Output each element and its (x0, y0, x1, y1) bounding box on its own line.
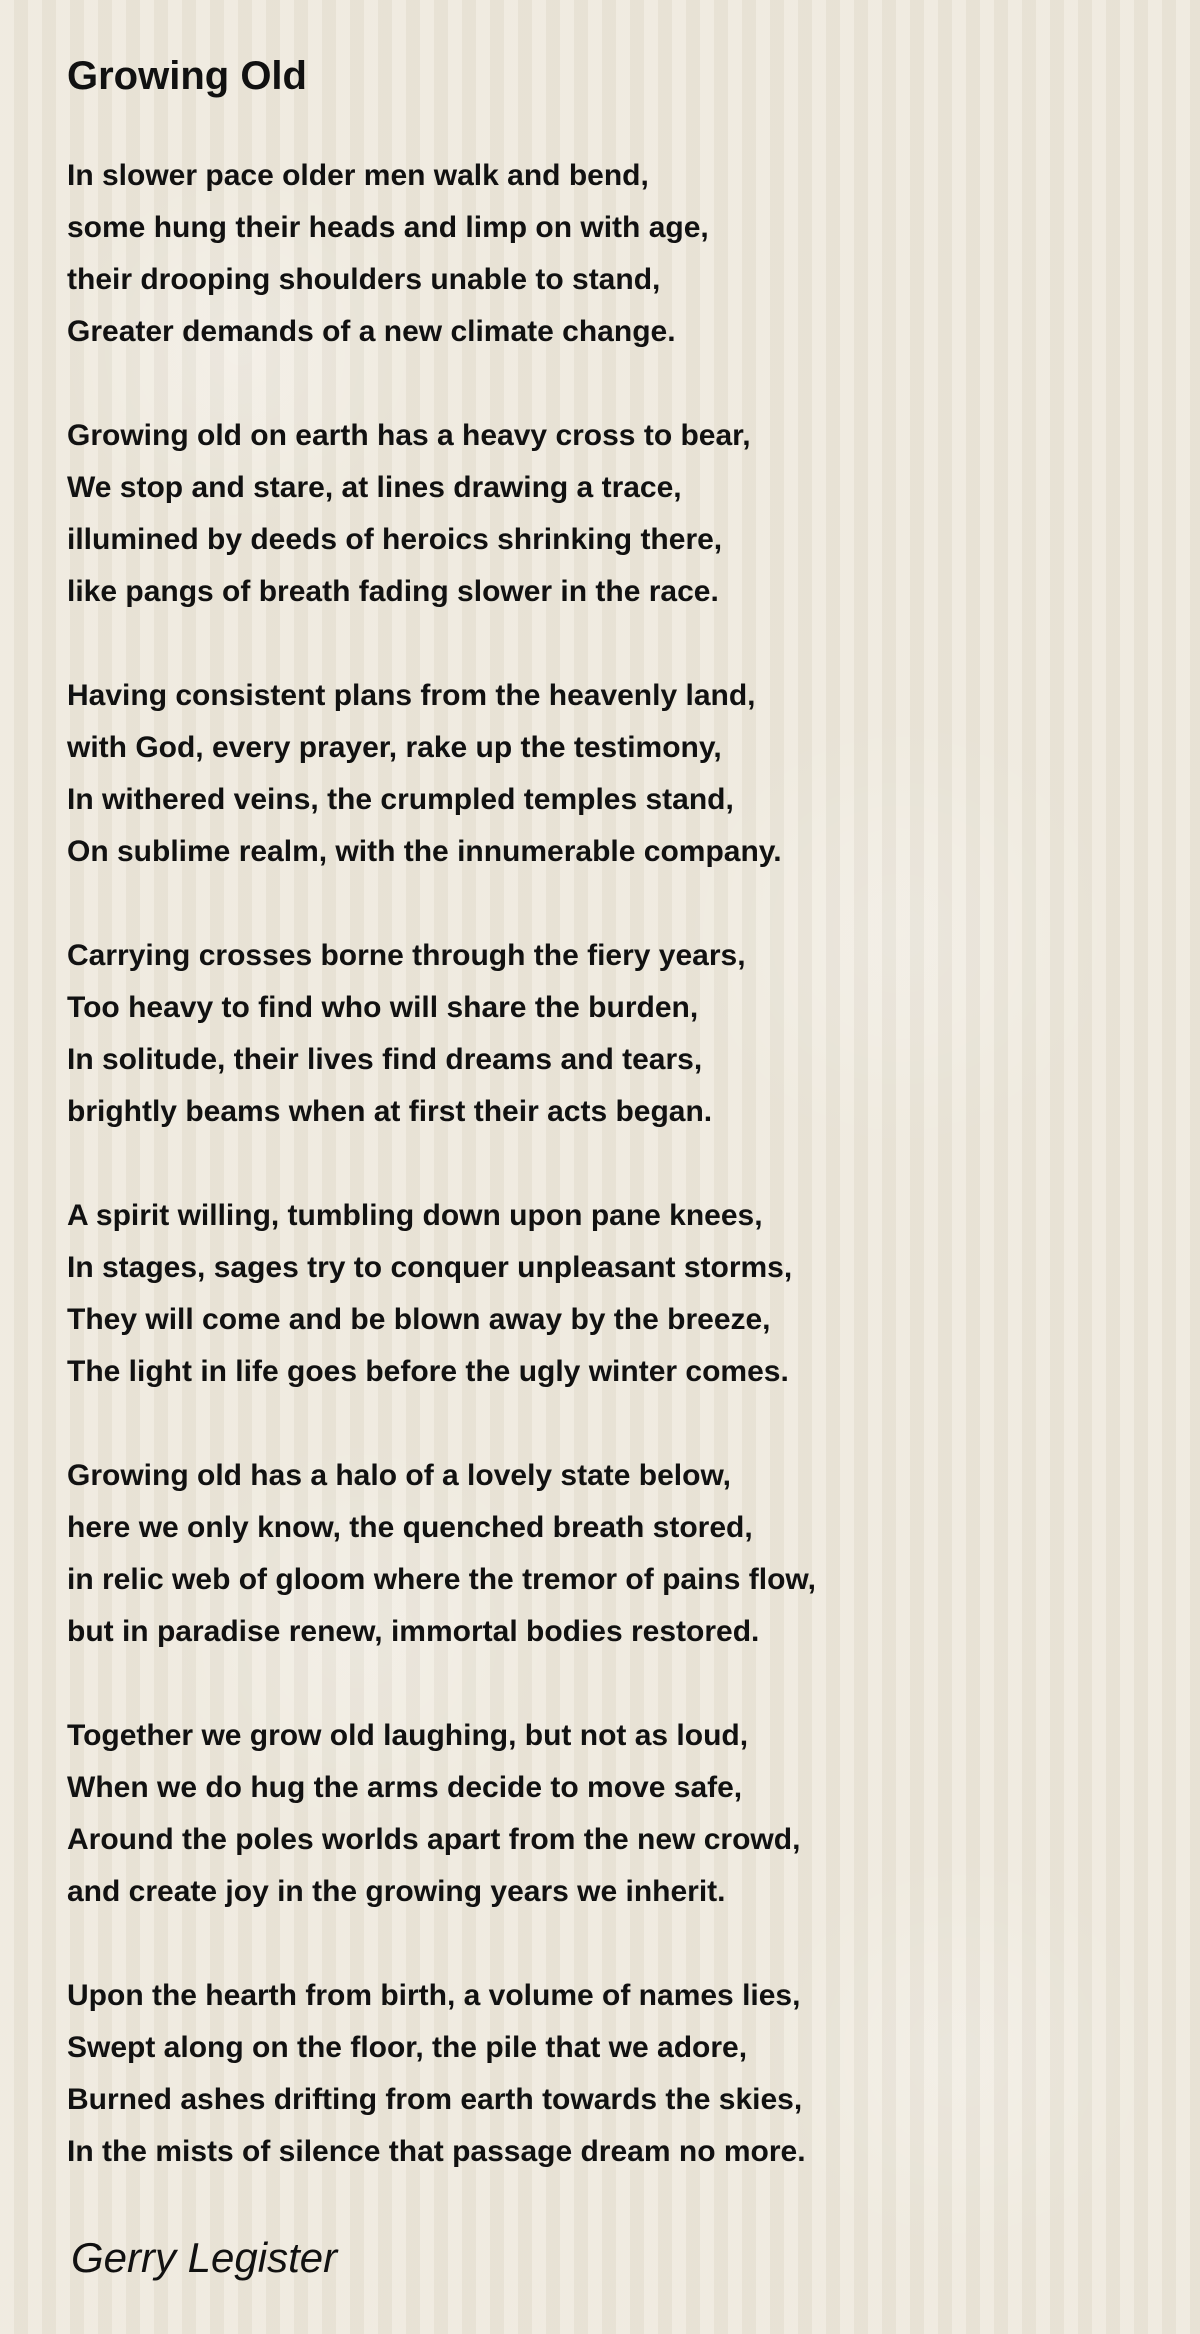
stanza-6 (67, 1450, 1147, 1658)
poem-title: Growing Old (67, 54, 307, 98)
poem-line: The light in life goes before the ugly winter comes. (67, 1355, 789, 1388)
poem-line: and create joy in the growing years we inherit. (67, 1875, 726, 1908)
poem-line: Too heavy to find who will share the burden, (67, 991, 699, 1024)
poem-body (67, 150, 1147, 2230)
stanza-1 (67, 150, 1147, 358)
poem-line: In slower pace older men walk and bend, (67, 159, 649, 192)
poem-line: their drooping shoulders unable to stand, (67, 263, 661, 296)
stanza-7 (67, 1710, 1147, 1918)
poem-line: Burned ashes drifting from earth towards the skies, (67, 2083, 803, 2116)
poem-line: We stop and stare, at lines drawing a trace, (67, 471, 682, 504)
poem-line: Carrying crosses borne through the fiery years, (67, 939, 746, 972)
poem-line: Greater demands of a new climate change. (67, 315, 676, 348)
stanza-4 (67, 930, 1147, 1138)
poem-line: some hung their heads and limp on with age, (67, 211, 709, 244)
poem-line: brightly beams when at first their acts began. (67, 1095, 713, 1128)
poem-line: in relic web of gloom where the tremor of pains flow, (67, 1563, 816, 1596)
poem-line: In withered veins, the crumpled temples stand, (67, 783, 734, 816)
poem-line: with God, every prayer, rake up the testimony, (67, 731, 722, 764)
stanza-5 (67, 1190, 1147, 1398)
poem-line: but in paradise renew, immortal bodies restored. (67, 1615, 760, 1648)
poem-line: Growing old has a halo of a lovely state below, (67, 1459, 732, 1492)
poem-line: like pangs of breath fading slower in the race. (67, 575, 719, 608)
poem-line: here we only know, the quenched breath stored, (67, 1511, 753, 1544)
poem-line: illumined by deeds of heroics shrinking there, (67, 523, 723, 556)
poem-line: Around the poles worlds apart from the new crowd, (67, 1823, 801, 1856)
poem-author: Gerry Legister (71, 2234, 338, 2281)
poem-line: When we do hug the arms decide to move safe, (67, 1771, 743, 1804)
poem-line: In the mists of silence that passage dream no more. (67, 2135, 806, 2168)
poem-line: In solitude, their lives find dreams and tears, (67, 1043, 703, 1076)
poem-line: Together we grow old laughing, but not as loud, (67, 1719, 749, 1752)
poem-line: Growing old on earth has a heavy cross to bear, (67, 419, 751, 452)
poem-line: In stages, sages try to conquer unpleasant storms, (67, 1251, 793, 1284)
stanza-2 (67, 410, 1147, 618)
poem-line: A spirit willing, tumbling down upon pane knees, (67, 1199, 763, 1232)
poem-line: Having consistent plans from the heavenly land, (67, 679, 756, 712)
stanza-3 (67, 670, 1147, 878)
poem-line: On sublime realm, with the innumerable company. (67, 835, 782, 868)
poem-line: Upon the hearth from birth, a volume of names lies, (67, 1979, 801, 2012)
poem-line: They will come and be blown away by the breeze, (67, 1303, 771, 1336)
stanza-8 (67, 1970, 1147, 2178)
poem-line: Swept along on the floor, the pile that we adore, (67, 2031, 748, 2064)
